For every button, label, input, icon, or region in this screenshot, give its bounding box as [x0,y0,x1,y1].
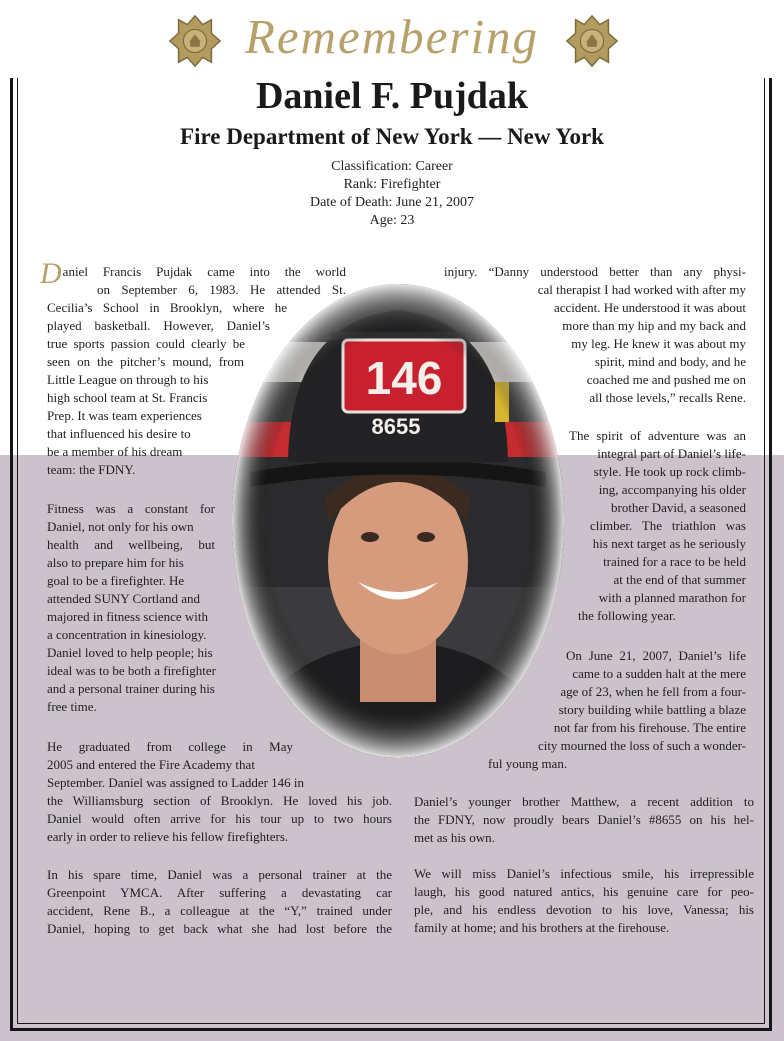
body-text-line: In his spare time, Daniel was a personal trainer at the [47,867,392,882]
body-text-line: Daniel loved to help people; his [47,645,213,660]
body-text-line: He graduated from college in May [47,739,293,754]
person-name: Daniel F. Pujdak [255,75,529,117]
body-text-line: goal to be a firefighter. He [47,573,185,588]
body-text-line: laugh, his good natured antics, his genuine care for peo- [414,884,754,899]
body-text-line: Fitness was a constant for [47,501,215,516]
body-text-line: be a member of his dream [47,444,183,459]
body-text-line: September. Daniel was assigned to Ladder 146 in [47,775,305,790]
department-title: Fire Department of New York — New York [180,124,604,149]
body-text-line: and a personal trainer during his [47,681,215,696]
body-text-line: early in order to relieve his fellow firefighters. [47,829,289,844]
body-text-line: came to a sudden halt at the mere [572,666,746,681]
body-text-line: the Williamsburg section of Brooklyn. He loved his job. [47,793,392,808]
body-text-line: free time. [47,699,97,714]
body-text-line: Little League on through to his [47,372,209,387]
body-text-line: ideal was to be both a firefighter [47,663,216,678]
body-text-line: trained for a race to be held [603,554,746,569]
body-text-line: We will miss Daniel’s infectious smile, his irrepressible [414,866,754,881]
body-text-line: The spirit of adventure was an [569,428,746,443]
body-text-line: his next target as he seriously [592,536,746,551]
body-text-line: ple, and his endless devotion to his love, Vanessa; his [414,902,754,917]
body-text-line: Daniel, not only for his own [47,519,194,534]
body-text-line: Daniel, hoping to get back what she had lost before the [47,921,392,936]
body-text-line: played basketball. However, Daniel’s [47,318,270,333]
body-text-line: health and wellbeing, but [47,537,215,552]
firefighter-portrait [230,282,566,760]
body-text-line: climber. The triathlon was [590,518,746,533]
body-text-line: at the end of that summer [613,572,746,587]
remembering-banner: Remembering [244,9,540,64]
classification-text: Classification: Career [331,159,453,174]
body-text-line: story building while battling a blaze [558,702,746,717]
age-text: Age: 23 [369,213,415,228]
body-text-line: injury. “Danny understood better than any physi- [444,264,746,279]
body-text-line: Prep. It was team experiences [47,408,202,423]
body-text-line: team: the FDNY. [47,462,136,477]
body-text-line: accident. He understood it was about [553,300,746,315]
body-text-line: Daniel would often arrive for his tour up to two hours [47,811,392,826]
body-text-line: attended SUNY Cortland and [47,591,200,606]
body-text-line: with a planned marathon for [598,590,746,605]
body-text-line: met as his own. [414,830,495,845]
body-text-line: coached me and pushed me on [586,372,746,387]
body-text-line: on September 6, 1983. He attended St. [97,282,346,297]
body-text-line: style. He took up rock climb- [593,464,746,479]
body-text-line: On June 21, 2007, Daniel’s life [566,648,746,663]
body-text-line: also to prepare him for his [47,555,184,570]
details-block [0,158,784,230]
body-text-line: integral part of Daniel’s life- [597,446,746,461]
body-text-line: a concentration in kinesiology. [47,627,207,642]
body-text-line: seen on the pitcher’s mound, from [47,354,244,369]
drop-cap: D [40,257,62,290]
body-text-line: age of 23, when he fell from a four- [560,684,746,699]
body-text-line: cal therapist I had worked with after my [537,282,746,297]
body-text-line: my leg. He knew it was about my [571,336,746,351]
body-text-line: ing, accompanying his older [598,482,746,497]
body-text-line: aniel Francis Pujdak came into the world [62,264,346,279]
body-text-line: Greenpoint YMCA. After suffering a devastating car [47,885,392,900]
body-text-line: more than my hip and my back and [562,318,746,333]
body-text-line: spirit, mind and body, and he [594,354,746,369]
date-of-death-text: Date of Death: June 21, 2007 [309,195,475,210]
body-text-line: true sports passion could clearly be [47,336,245,351]
body-text-line: Cecilia’s School in Brooklyn, where he [47,300,287,315]
body-text-line: 2005 and entered the Fire Academy that [47,757,255,772]
body-text-line: the following year. [578,608,676,623]
body-text-line: high school team at St. Francis [47,390,208,405]
body-text-line: ful young man. [488,756,568,771]
body-text-line: brother David, a seasoned [610,500,746,515]
body-text-line: family at home; and his brothers at the firehouse. [414,920,670,935]
body-text-line: accident, Rene B., a colleague at the “Y,” trained under [47,903,392,918]
body-text-line: Daniel’s younger brother Matthew, a recent addition to [414,794,754,809]
body-text-line: not far from his firehouse. The entire [553,720,746,735]
body-text-line: majored in fitness science with [47,609,209,624]
body-text-line: city mourned the loss of such a wonder- [537,738,746,753]
body-text-line: that influenced his desire to [47,426,191,441]
body-text-line: all those levels,” recalls Rene. [589,390,746,405]
rank-text: Rank: Firefighter [343,177,441,192]
body-text-line: the FDNY, now proudly bears Daniel’s #8655 on his hel- [414,812,754,827]
